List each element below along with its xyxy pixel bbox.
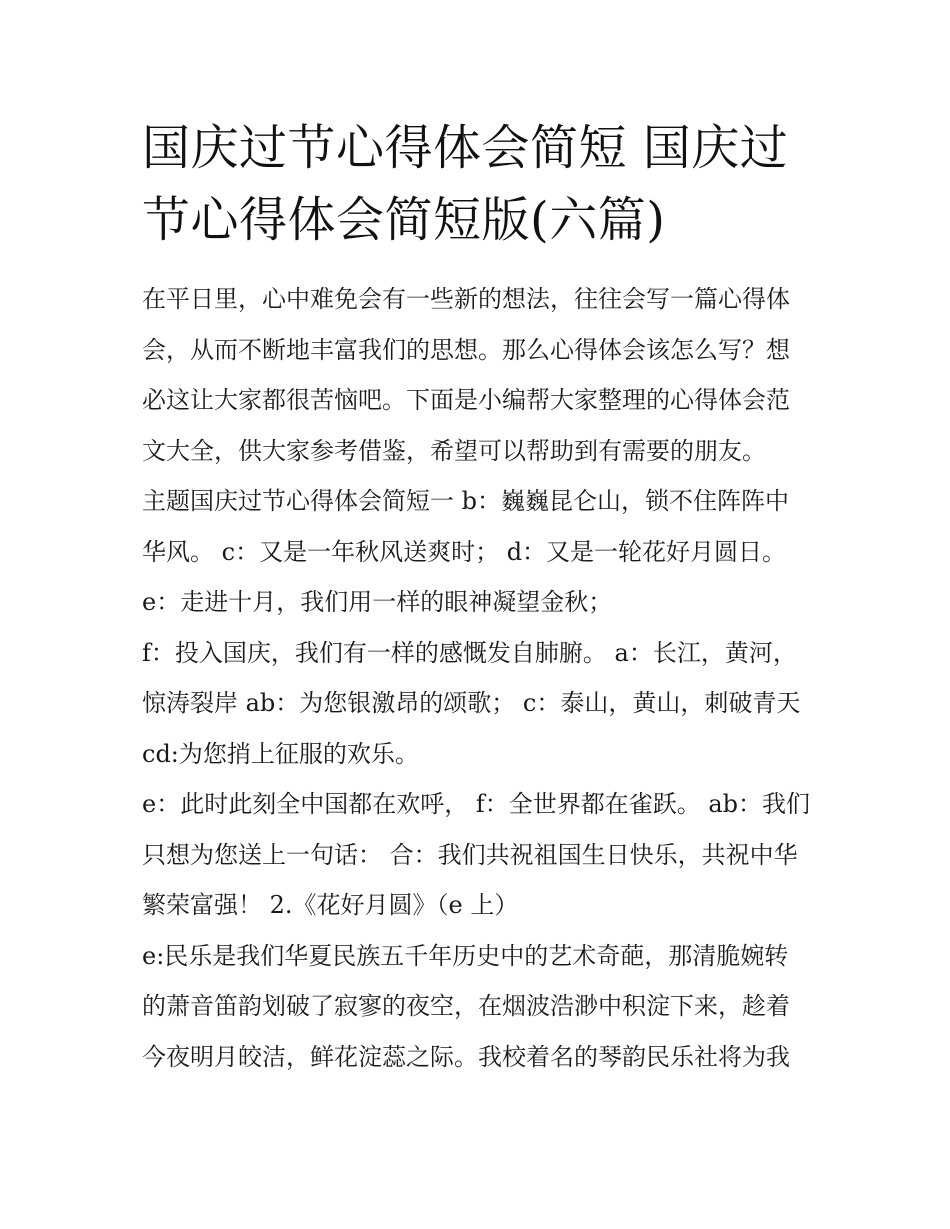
paragraph-intro: 在平日里，心中难免会有一些新的想法，往往会写一篇心得体会，从而不断地丰富我们的思想。那么心得体会该怎么写？想必这让大家都很苦恼吧。下面是小编帮大家整理的心得体会范文大全，供大家参考借鉴，希望可以帮助到有需要的朋友。 [142,285,790,465]
paragraph-folk-music: e:民乐是我们华夏民族五千年历史中的艺术奇葩，那清脆婉转的萧音笛韵划破了寂寥的夜空，在烟波浩渺中积淀下来，趁着今夜明月皎洁，鲜花淀蕊之际。我校着名的琴韵民乐社将为我 [142,941,790,1071]
paragraph-e-cheering: e：此时此刻全中国都在欢呼， f：全世界都在雀跃。 ab：我们只想为您送上一句话： 合：我们共祝祖国生日快乐，共祝中华繁荣富强！ 2.《花好月圆》（e 上） [142,790,811,919]
document-title: 国庆过节心得体会简短 国庆过节心得体会简短版(六篇) [142,120,789,248]
paragraph-e-october: e：走进十月，我们用一样的眼神凝望金秋； [142,588,613,616]
paragraph-theme-one: 主题国庆过节心得体会简短一 b：巍巍昆仑山，锁不住阵阵中华风。 c：又是一年秋风送爽时； d：又是一轮花好月圆日。 [142,487,789,566]
document-body [142,112,812,1082]
paragraph-f-national-day: f：投入国庆，我们有一样的感慨发自肺腑。 a：长江，黄河，惊涛裂岸 ab：为您银激昂的颂歌； c：泰山，黄山，刺破青天 cd:为您捎上征服的欢乐。 [142,638,801,768]
